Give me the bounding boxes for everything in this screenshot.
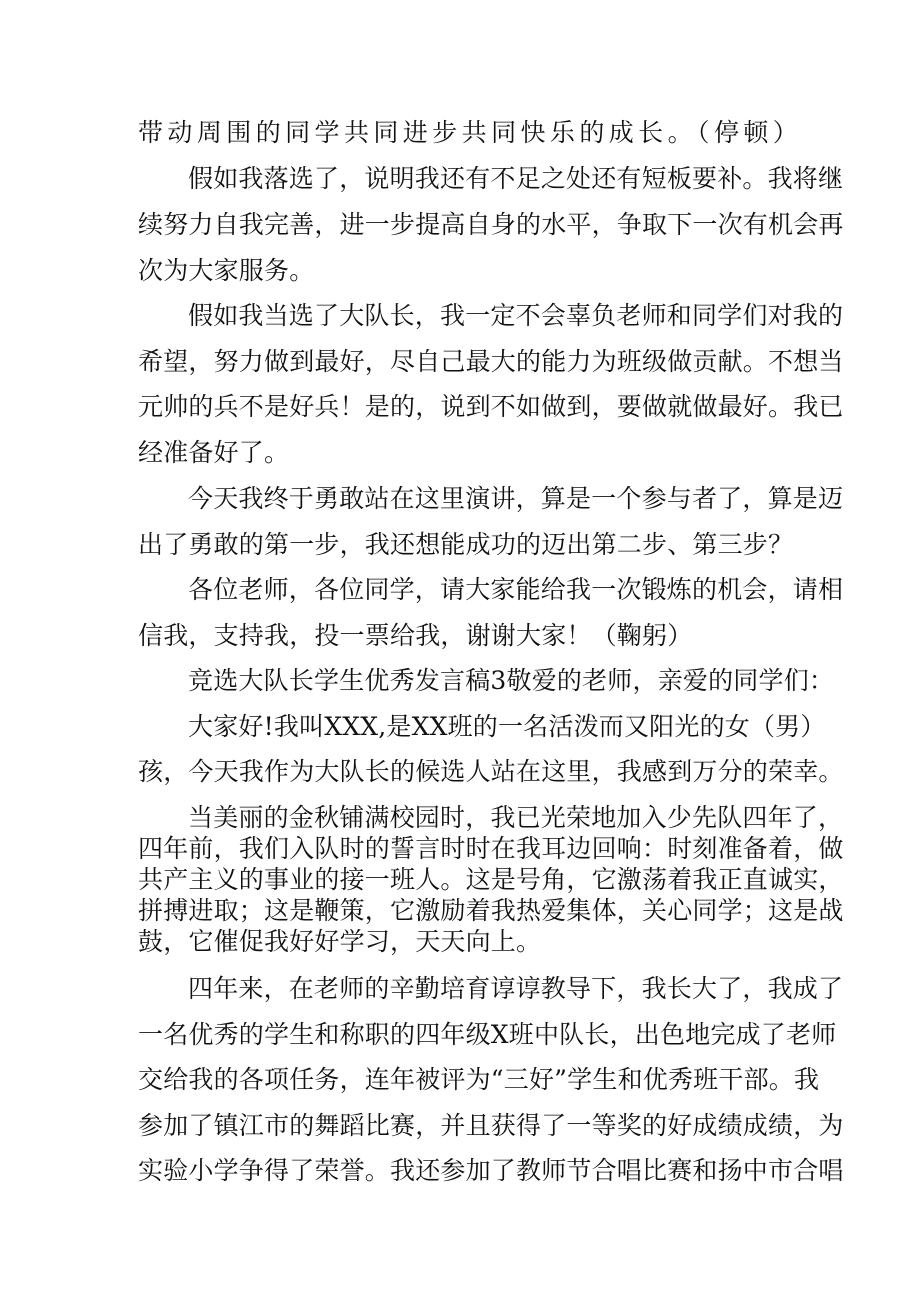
text-line: 孩，今天我作为大队长的候选人站在这里，我感到万分的荣幸。 [138, 757, 844, 786]
text-line: 希望，努力做到最好，尽自己最大的能力为班级做贡献。不想当 [138, 347, 844, 376]
paragraph-line: 四年来，在老师的辛勤培育谆谆教导下，我长大了，我成了 [188, 974, 844, 1003]
text-line: 经准备好了。 [138, 438, 290, 467]
text-line: 信我，支持我，投一票给我，谢谢大家！（鞠躬） [138, 621, 693, 650]
paragraph-line: 当美丽的金秋铺满校园时，我已光荣地加入少先队四年了， [188, 803, 844, 832]
text-line: 参加了镇江市的舞蹈比赛，并且获得了一等奖的好成绩成绩，为 [138, 1111, 844, 1140]
paragraph-line: 各位老师，各位同学，请大家能给我一次锻炼的机会，请相 [188, 575, 844, 604]
text-line: 带动周围的同学共同进步共同快乐的成长。（停顿） [138, 118, 798, 147]
text-line: 拼搏进取；这是鞭策，它激励着我热爱集体，关心同学；这是战 [138, 896, 844, 925]
text-line: 元帅的兵不是好兵！是的，说到不如做到，要做就做最好。我已 [138, 392, 844, 421]
text-line: 交给我的各项任务，连年被评为“三好”学生和优秀班干部。我 [138, 1065, 820, 1094]
paragraph-line: 假如我当选了大队长，我一定不会辜负老师和同学们对我的 [188, 301, 844, 330]
text-line: 鼓，它催促我好好学习，天天向上。 [138, 927, 542, 956]
paragraph-line: 竞选大队长学生优秀发言稿3敬爱的老师，亲爱的同学们： [188, 666, 835, 695]
text-line: 续努力自我完善，进一步提高自身的水平，争取下一次有机会再 [138, 210, 844, 239]
paragraph-line: 大家好!我叫XXX,是XX班的一名活泼而又阳光的女（男） [188, 712, 826, 741]
text-line: 出了勇敢的第一步，我还想能成功的迈出第二步、第三步？ [138, 530, 794, 559]
paragraph-line: 今天我终于勇敢站在这里演讲，算是一个参与者了，算是迈 [188, 484, 844, 513]
text-line: 次为大家服务。 [138, 256, 315, 285]
text-line: 四年前，我们入队时的誓言时时在我耳边回响：时刻准备着，做 [138, 834, 844, 863]
text-line: 一名优秀的学生和称职的四年级X班中队长，出色地完成了老师 [138, 1020, 837, 1049]
text-line: 共产主义的事业的接一班人。这是号角，它激荡着我正直诚实， [138, 865, 844, 894]
text-line: 实验小学争得了荣誉。我还参加了教师节合唱比赛和扬中市合唱 [138, 1156, 844, 1185]
paragraph-line: 假如我落选了，说明我还有不足之处还有短板要补。我将继 [188, 164, 844, 193]
